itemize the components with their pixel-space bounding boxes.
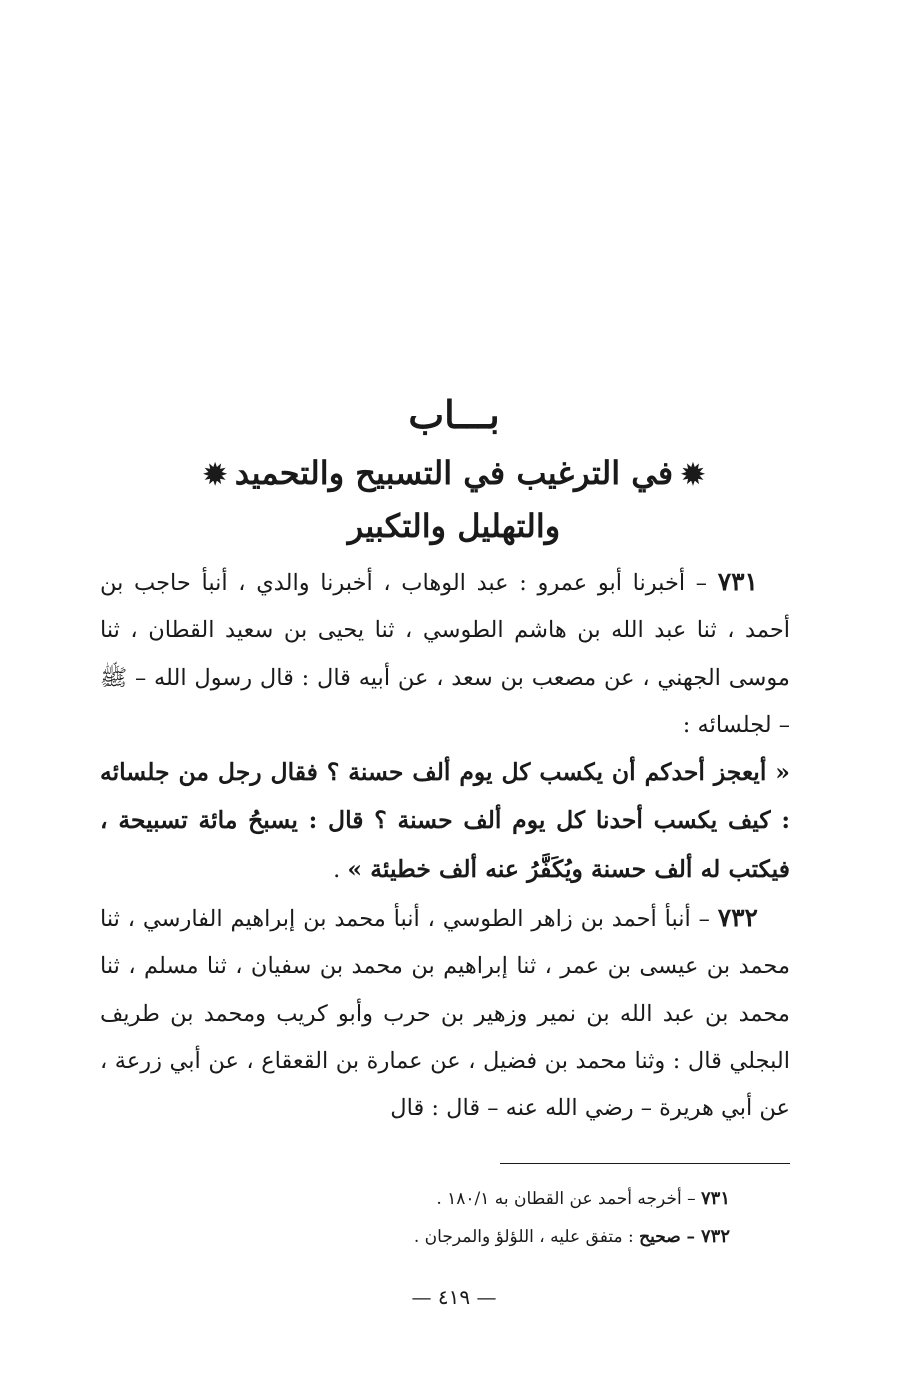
footnote-item — [300, 1180, 730, 1218]
hadith-732-isnad — [100, 894, 790, 1132]
footnote-number: ٧٣١ — [700, 1188, 730, 1209]
hadith-number: ٧٣٢ — [717, 903, 758, 933]
hadith-number: ٧٣١ — [717, 567, 758, 596]
isnad-text: – أخبرنا أبو عمرو : عبد الوهاب ، أخبرنا والدي ، أنبأ حاجب بن أحمد ، ثنا عبد الله بن هاشم الطوسي ، ثنا يحيى بن سعيد القطان ، ثنا موسى الجهني ، عن مصعب بن سعد ، عن أبيه قال : قال رسول الله – ﷺ – لجلسائه : — [100, 570, 790, 738]
footnote-text: : متفق عليه ، اللؤلؤ والمرجان . — [413, 1227, 640, 1247]
ornament-star-icon: ✹ — [203, 458, 227, 491]
main-text — [100, 558, 790, 1133]
matn-end: . — [333, 856, 348, 883]
footnotes — [300, 1180, 730, 1256]
footnote-grade: – صحيح — [639, 1227, 701, 1247]
hadith-731-matn — [100, 749, 790, 894]
ornament-star-icon: ✹ — [681, 458, 705, 491]
isnad-text: – أنبأ أحمد بن زاهر الطوسي ، أنبأ محمد بن إبراهيم الفارسي ، ثنا محمد بن عيسى بن عمر ، ثنا إبراهيم بن محمد بن سفيان ، ثنا مسلم ، ثنا محمد بن عبد الله بن نمير وزهير بن حرب وأبو كريب ومحمد بن طريف البجلي قال : وثنا محمد بن فضيل ، عن عمارة بن القعقاع ، عن أبي زرعة ، عن أبي هريرة – رضي الله عنه – قال : قال — [100, 906, 790, 1122]
chapter-label: بـــاب — [408, 392, 500, 437]
chapter-title-line2: والتهليل والتكبير — [347, 507, 561, 545]
page-number: — ٤١٩ — — [411, 1285, 497, 1309]
footnote-number: ٧٣٢ — [700, 1226, 730, 1247]
footnote-item — [300, 1218, 730, 1256]
footnote-divider — [500, 1163, 790, 1164]
footnote-text: – أخرجه أحمد عن القطان به ١٨٠/١ . — [436, 1189, 701, 1209]
chapter-title-text: في الترغيب في التسبيح والتحميد — [234, 454, 674, 492]
hadith-731-isnad — [100, 558, 790, 749]
chapter-title-line1 — [0, 447, 908, 501]
matn-text: « أيعجز أحدكم أن يكسب كل يوم ألف حسنة ؟ فقال رجل من جلسائه : كيف يكسب أحدنا كل يوم ألف حسنة ؟ قال : يسبحُ مائة تسبيحة ، فيكتب له ألف حسنة ويُكَفَّرُ عنه ألف خطيئة » — [100, 758, 790, 883]
